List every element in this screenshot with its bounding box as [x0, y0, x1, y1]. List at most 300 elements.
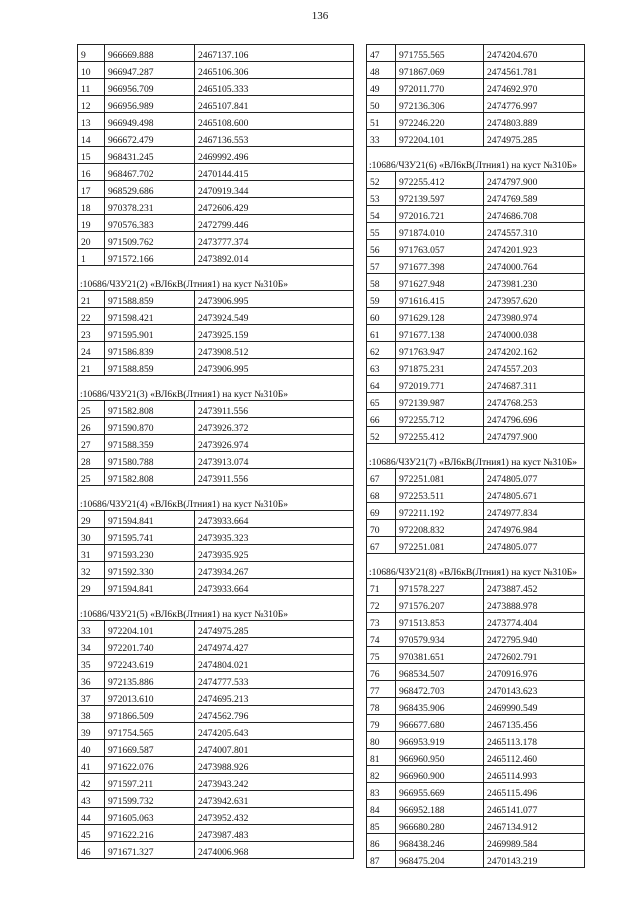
x-coordinate-cell: 971605.063 — [105, 808, 195, 825]
x-coordinate-cell: 972255.412 — [396, 427, 484, 444]
point-number-cell: 87 — [367, 851, 396, 868]
section-title: :10686/ЧЗУ21(5) «ВЛ6кВ(Лтния1) на куст №310Б» — [78, 596, 354, 621]
x-coordinate-cell: 971509.762 — [105, 232, 195, 249]
y-coordinate-cell: 2474201.923 — [484, 240, 585, 257]
y-coordinate-cell: 2473925.159 — [195, 325, 354, 342]
point-number-cell: 21 — [78, 359, 105, 376]
y-coordinate-cell: 2474000.764 — [484, 257, 585, 274]
y-coordinate-cell: 2474796.696 — [484, 410, 585, 427]
y-coordinate-cell: 2473908.512 — [195, 342, 354, 359]
y-coordinate-cell: 2474805.671 — [484, 486, 585, 503]
y-coordinate-cell: 2474976.984 — [484, 520, 585, 537]
y-coordinate-cell: 2474692.970 — [484, 79, 585, 96]
y-coordinate-cell: 2473888.978 — [484, 596, 585, 613]
point-number-cell: 23 — [78, 325, 105, 342]
point-number-cell: 66 — [367, 410, 396, 427]
y-coordinate-cell: 2473777.374 — [195, 232, 354, 249]
y-coordinate-cell: 2473926.372 — [195, 418, 354, 435]
table-row — [78, 232, 354, 249]
table-row — [78, 198, 354, 215]
point-number-cell: 68 — [367, 486, 396, 503]
table-row — [367, 698, 585, 715]
x-coordinate-cell: 971866.509 — [105, 706, 195, 723]
point-number-cell: 59 — [367, 291, 396, 308]
x-coordinate-cell: 971582.808 — [105, 401, 195, 418]
point-number-cell: 49 — [367, 79, 396, 96]
table-row — [367, 376, 585, 393]
section-header-row — [367, 554, 585, 579]
table-row — [78, 562, 354, 579]
point-number-cell: 22 — [78, 308, 105, 325]
y-coordinate-cell: 2470144.415 — [195, 164, 354, 181]
point-number-cell: 58 — [367, 274, 396, 291]
x-coordinate-cell: 971754.565 — [105, 723, 195, 740]
y-coordinate-cell: 2465112.460 — [484, 749, 585, 766]
section-title: :10686/ЧЗУ21(6) «ВЛ6кВ(Лтния1) на куст №310Б» — [367, 147, 585, 172]
table-row — [78, 638, 354, 655]
section-title: :10686/ЧЗУ21(8) «ВЛ6кВ(Лтния1) на куст №310Б» — [367, 554, 585, 579]
x-coordinate-cell: 966953.919 — [396, 732, 484, 749]
table-row — [367, 130, 585, 147]
point-number-cell: 44 — [78, 808, 105, 825]
x-coordinate-cell: 968529.686 — [105, 181, 195, 198]
y-coordinate-cell: 2473933.664 — [195, 579, 354, 596]
x-coordinate-cell: 966960.900 — [396, 766, 484, 783]
x-coordinate-cell: 971580.788 — [105, 452, 195, 469]
x-coordinate-cell: 971874.010 — [396, 223, 484, 240]
point-number-cell: 61 — [367, 325, 396, 342]
x-coordinate-cell: 971755.565 — [396, 45, 484, 62]
table-row — [367, 62, 585, 79]
point-number-cell: 28 — [78, 452, 105, 469]
x-coordinate-cell: 970579.934 — [396, 630, 484, 647]
point-number-cell: 25 — [78, 401, 105, 418]
x-coordinate-cell: 971590.870 — [105, 418, 195, 435]
x-coordinate-cell: 971592.330 — [105, 562, 195, 579]
table-row — [367, 257, 585, 274]
point-number-cell: 62 — [367, 342, 396, 359]
table-row — [78, 96, 354, 113]
y-coordinate-cell: 2465106.306 — [195, 62, 354, 79]
section-header-row — [367, 147, 585, 172]
y-coordinate-cell: 2472602.791 — [484, 647, 585, 664]
point-number-cell: 46 — [78, 842, 105, 859]
x-coordinate-cell: 971586.839 — [105, 342, 195, 359]
point-number-cell: 24 — [78, 342, 105, 359]
x-coordinate-cell: 966949.498 — [105, 113, 195, 130]
point-number-cell: 29 — [78, 579, 105, 596]
y-coordinate-cell: 2465105.333 — [195, 79, 354, 96]
point-number-cell: 15 — [78, 147, 105, 164]
x-coordinate-cell: 972251.081 — [396, 537, 484, 554]
x-coordinate-cell: 972011.770 — [396, 79, 484, 96]
x-coordinate-cell: 972204.101 — [396, 130, 484, 147]
point-number-cell: 12 — [78, 96, 105, 113]
y-coordinate-cell: 2474204.670 — [484, 45, 585, 62]
y-coordinate-cell: 2473924.549 — [195, 308, 354, 325]
table-row — [367, 630, 585, 647]
x-coordinate-cell: 972251.081 — [396, 469, 484, 486]
table-row — [367, 172, 585, 189]
point-number-cell: 77 — [367, 681, 396, 698]
y-coordinate-cell: 2474797.900 — [484, 172, 585, 189]
x-coordinate-cell: 972201.740 — [105, 638, 195, 655]
x-coordinate-cell: 966680.280 — [396, 817, 484, 834]
table-row — [78, 740, 354, 757]
section-title: :10686/ЧЗУ21(2) «ВЛ6кВ(Лтния1) на куст №310Б» — [78, 266, 354, 291]
section-header-row — [78, 376, 354, 401]
y-coordinate-cell: 2465113.178 — [484, 732, 585, 749]
y-coordinate-cell: 2465141.077 — [484, 800, 585, 817]
x-coordinate-cell: 971867.069 — [396, 62, 484, 79]
y-coordinate-cell: 2474797.900 — [484, 427, 585, 444]
table-row — [367, 647, 585, 664]
table-row — [367, 45, 585, 62]
x-coordinate-cell: 971671.327 — [105, 842, 195, 859]
x-coordinate-cell: 971578.227 — [396, 579, 484, 596]
point-number-cell: 65 — [367, 393, 396, 410]
y-coordinate-cell: 2473935.925 — [195, 545, 354, 562]
section-title: :10686/ЧЗУ21(4) «ВЛ6кВ(Лтния1) на куст №310Б» — [78, 486, 354, 511]
x-coordinate-cell: 971677.398 — [396, 257, 484, 274]
point-number-cell: 21 — [78, 291, 105, 308]
y-coordinate-cell: 2473987.483 — [195, 825, 354, 842]
y-coordinate-cell: 2473943.242 — [195, 774, 354, 791]
y-coordinate-cell: 2474975.285 — [484, 130, 585, 147]
x-coordinate-cell: 971629.128 — [396, 308, 484, 325]
table-row — [367, 325, 585, 342]
table-row — [367, 469, 585, 486]
y-coordinate-cell: 2469990.549 — [484, 698, 585, 715]
point-number-cell: 80 — [367, 732, 396, 749]
x-coordinate-cell: 972208.832 — [396, 520, 484, 537]
table-row — [78, 308, 354, 325]
table-row — [367, 393, 585, 410]
point-number-cell: 26 — [78, 418, 105, 435]
y-coordinate-cell: 2474686.708 — [484, 206, 585, 223]
point-number-cell: 53 — [367, 189, 396, 206]
table-row — [367, 291, 585, 308]
point-number-cell: 35 — [78, 655, 105, 672]
point-number-cell: 86 — [367, 834, 396, 851]
table-row — [78, 249, 354, 266]
point-number-cell: 81 — [367, 749, 396, 766]
y-coordinate-cell: 2473911.556 — [195, 469, 354, 486]
table-row — [367, 783, 585, 800]
table-row — [367, 715, 585, 732]
x-coordinate-cell: 971622.076 — [105, 757, 195, 774]
point-number-cell: 43 — [78, 791, 105, 808]
x-coordinate-cell: 966952.188 — [396, 800, 484, 817]
point-number-cell: 16 — [78, 164, 105, 181]
table-row — [367, 800, 585, 817]
coordinates-table-left — [77, 44, 354, 859]
point-number-cell: 37 — [78, 689, 105, 706]
point-number-cell: 11 — [78, 79, 105, 96]
y-coordinate-cell: 2474975.285 — [195, 621, 354, 638]
x-coordinate-cell: 971582.808 — [105, 469, 195, 486]
y-coordinate-cell: 2469989.584 — [484, 834, 585, 851]
y-coordinate-cell: 2474205.643 — [195, 723, 354, 740]
page-number: 136 — [311, 10, 329, 22]
y-coordinate-cell: 2473906.995 — [195, 359, 354, 376]
section-header-row — [367, 444, 585, 469]
section-header-row — [78, 486, 354, 511]
y-coordinate-cell: 2474777.533 — [195, 672, 354, 689]
x-coordinate-cell: 972255.712 — [396, 410, 484, 427]
y-coordinate-cell: 2473892.014 — [195, 249, 354, 266]
x-coordinate-cell: 971597.211 — [105, 774, 195, 791]
table-row — [367, 96, 585, 113]
x-coordinate-cell: 971595.901 — [105, 325, 195, 342]
x-coordinate-cell: 971595.741 — [105, 528, 195, 545]
table-row — [367, 113, 585, 130]
y-coordinate-cell: 2474562.796 — [195, 706, 354, 723]
y-coordinate-cell: 2472606.429 — [195, 198, 354, 215]
table-row — [78, 511, 354, 528]
x-coordinate-cell: 971763.947 — [396, 342, 484, 359]
point-number-cell: 48 — [367, 62, 396, 79]
table-row — [367, 664, 585, 681]
table-row — [78, 130, 354, 147]
y-coordinate-cell: 2474202.162 — [484, 342, 585, 359]
table-row — [78, 418, 354, 435]
table-row — [78, 791, 354, 808]
x-coordinate-cell: 971576.207 — [396, 596, 484, 613]
point-number-cell: 36 — [78, 672, 105, 689]
x-coordinate-cell: 972243.619 — [105, 655, 195, 672]
x-coordinate-cell: 971588.859 — [105, 359, 195, 376]
y-coordinate-cell: 2474804.021 — [195, 655, 354, 672]
table-row — [78, 723, 354, 740]
table-row — [78, 181, 354, 198]
table-row — [367, 520, 585, 537]
y-coordinate-cell: 2473980.974 — [484, 308, 585, 325]
x-coordinate-cell: 968467.702 — [105, 164, 195, 181]
y-coordinate-cell: 2473887.452 — [484, 579, 585, 596]
point-number-cell: 71 — [367, 579, 396, 596]
table-body-left — [78, 45, 354, 859]
y-coordinate-cell: 2470143.623 — [484, 681, 585, 698]
point-number-cell: 40 — [78, 740, 105, 757]
y-coordinate-cell: 2474557.310 — [484, 223, 585, 240]
point-number-cell: 33 — [367, 130, 396, 147]
table-row — [367, 817, 585, 834]
x-coordinate-cell: 968534.507 — [396, 664, 484, 681]
y-coordinate-cell: 2474977.834 — [484, 503, 585, 520]
y-coordinate-cell: 2465114.993 — [484, 766, 585, 783]
point-number-cell: 57 — [367, 257, 396, 274]
x-coordinate-cell: 971593.230 — [105, 545, 195, 562]
point-number-cell: 17 — [78, 181, 105, 198]
y-coordinate-cell: 2474000.038 — [484, 325, 585, 342]
x-coordinate-cell: 972246.220 — [396, 113, 484, 130]
y-coordinate-cell: 2473981.230 — [484, 274, 585, 291]
y-coordinate-cell: 2470143.219 — [484, 851, 585, 868]
table-row — [78, 342, 354, 359]
point-number-cell: 79 — [367, 715, 396, 732]
x-coordinate-cell: 966955.669 — [396, 783, 484, 800]
x-coordinate-cell: 970378.231 — [105, 198, 195, 215]
table-row — [78, 774, 354, 791]
table-row — [78, 401, 354, 418]
table-row — [367, 342, 585, 359]
table-row — [367, 308, 585, 325]
point-number-cell: 42 — [78, 774, 105, 791]
table-row — [78, 689, 354, 706]
point-number-cell: 25 — [78, 469, 105, 486]
y-coordinate-cell: 2474805.077 — [484, 469, 585, 486]
x-coordinate-cell: 971616.415 — [396, 291, 484, 308]
table-row — [78, 291, 354, 308]
y-coordinate-cell: 2473935.323 — [195, 528, 354, 545]
x-coordinate-cell: 971588.859 — [105, 291, 195, 308]
point-number-cell: 33 — [78, 621, 105, 638]
x-coordinate-cell: 971677.138 — [396, 325, 484, 342]
point-number-cell: 74 — [367, 630, 396, 647]
x-coordinate-cell: 971588.359 — [105, 435, 195, 452]
table-row — [367, 486, 585, 503]
point-number-cell: 20 — [78, 232, 105, 249]
table-row — [78, 215, 354, 232]
y-coordinate-cell: 2474803.889 — [484, 113, 585, 130]
x-coordinate-cell: 970381.651 — [396, 647, 484, 664]
table-body-right — [367, 45, 585, 868]
x-coordinate-cell: 968438.246 — [396, 834, 484, 851]
section-title: :10686/ЧЗУ21(3) «ВЛ6кВ(Лтния1) на куст №310Б» — [78, 376, 354, 401]
y-coordinate-cell: 2472799.446 — [195, 215, 354, 232]
point-number-cell: 18 — [78, 198, 105, 215]
x-coordinate-cell: 968435.906 — [396, 698, 484, 715]
x-coordinate-cell: 966960.950 — [396, 749, 484, 766]
section-title: :10686/ЧЗУ21(7) «ВЛ6кВ(Лтния1) на куст №310Б» — [367, 444, 585, 469]
table-row — [367, 503, 585, 520]
table-row — [367, 79, 585, 96]
y-coordinate-cell: 2470919.344 — [195, 181, 354, 198]
point-number-cell: 67 — [367, 537, 396, 554]
table-row — [367, 359, 585, 376]
point-number-cell: 13 — [78, 113, 105, 130]
point-number-cell: 34 — [78, 638, 105, 655]
point-number-cell: 27 — [78, 435, 105, 452]
point-number-cell: 55 — [367, 223, 396, 240]
table-row — [78, 45, 354, 62]
point-number-cell: 60 — [367, 308, 396, 325]
point-number-cell: 83 — [367, 783, 396, 800]
point-number-cell: 14 — [78, 130, 105, 147]
x-coordinate-cell: 972211.192 — [396, 503, 484, 520]
point-number-cell: 9 — [78, 45, 105, 62]
x-coordinate-cell: 972255.412 — [396, 172, 484, 189]
table-row — [78, 164, 354, 181]
point-number-cell: 19 — [78, 215, 105, 232]
x-coordinate-cell: 971594.841 — [105, 579, 195, 596]
y-coordinate-cell: 2470916.976 — [484, 664, 585, 681]
x-coordinate-cell: 966677.680 — [396, 715, 484, 732]
table-row — [367, 189, 585, 206]
point-number-cell: 64 — [367, 376, 396, 393]
y-coordinate-cell: 2474561.781 — [484, 62, 585, 79]
y-coordinate-cell: 2473911.556 — [195, 401, 354, 418]
point-number-cell: 69 — [367, 503, 396, 520]
point-number-cell: 1 — [78, 249, 105, 266]
point-number-cell: 32 — [78, 562, 105, 579]
point-number-cell: 50 — [367, 96, 396, 113]
point-number-cell: 52 — [367, 427, 396, 444]
table-row — [367, 410, 585, 427]
table-row — [78, 579, 354, 596]
y-coordinate-cell: 2474695.213 — [195, 689, 354, 706]
coordinates-table-right — [366, 44, 585, 868]
x-coordinate-cell: 971875.231 — [396, 359, 484, 376]
y-coordinate-cell: 2474776.997 — [484, 96, 585, 113]
table-row — [78, 62, 354, 79]
point-number-cell: 51 — [367, 113, 396, 130]
x-coordinate-cell: 966672.479 — [105, 130, 195, 147]
table-row — [78, 706, 354, 723]
table-row — [78, 147, 354, 164]
point-number-cell: 29 — [78, 511, 105, 528]
table-row — [78, 528, 354, 545]
table-row — [367, 537, 585, 554]
table-row — [367, 681, 585, 698]
point-number-cell: 39 — [78, 723, 105, 740]
y-coordinate-cell: 2465115.496 — [484, 783, 585, 800]
y-coordinate-cell: 2474768.253 — [484, 393, 585, 410]
point-number-cell: 31 — [78, 545, 105, 562]
point-number-cell: 73 — [367, 613, 396, 630]
x-coordinate-cell: 971622.216 — [105, 825, 195, 842]
section-header-row — [78, 596, 354, 621]
y-coordinate-cell: 2467136.553 — [195, 130, 354, 147]
point-number-cell: 82 — [367, 766, 396, 783]
x-coordinate-cell: 972204.101 — [105, 621, 195, 638]
table-row — [367, 223, 585, 240]
point-number-cell: 30 — [78, 528, 105, 545]
point-number-cell: 47 — [367, 45, 396, 62]
x-coordinate-cell: 968431.245 — [105, 147, 195, 164]
y-coordinate-cell: 2474769.589 — [484, 189, 585, 206]
x-coordinate-cell: 966956.989 — [105, 96, 195, 113]
table-row — [367, 613, 585, 630]
x-coordinate-cell: 972019.771 — [396, 376, 484, 393]
y-coordinate-cell: 2474687.311 — [484, 376, 585, 393]
point-number-cell: 38 — [78, 706, 105, 723]
table-row — [78, 808, 354, 825]
y-coordinate-cell: 2474805.077 — [484, 537, 585, 554]
x-coordinate-cell: 968475.204 — [396, 851, 484, 868]
table-row — [367, 851, 585, 868]
x-coordinate-cell: 971599.732 — [105, 791, 195, 808]
table-row — [367, 596, 585, 613]
point-number-cell: 45 — [78, 825, 105, 842]
y-coordinate-cell: 2473906.995 — [195, 291, 354, 308]
table-row — [78, 672, 354, 689]
y-coordinate-cell: 2467135.456 — [484, 715, 585, 732]
y-coordinate-cell: 2467134.912 — [484, 817, 585, 834]
y-coordinate-cell: 2473926.974 — [195, 435, 354, 452]
table-row — [78, 621, 354, 638]
table-row — [367, 834, 585, 851]
table-row — [367, 240, 585, 257]
y-coordinate-cell: 2474974.427 — [195, 638, 354, 655]
x-coordinate-cell: 971594.841 — [105, 511, 195, 528]
x-coordinate-cell: 972139.987 — [396, 393, 484, 410]
y-coordinate-cell: 2473952.432 — [195, 808, 354, 825]
x-coordinate-cell: 971598.421 — [105, 308, 195, 325]
x-coordinate-cell: 971572.166 — [105, 249, 195, 266]
point-number-cell: 72 — [367, 596, 396, 613]
